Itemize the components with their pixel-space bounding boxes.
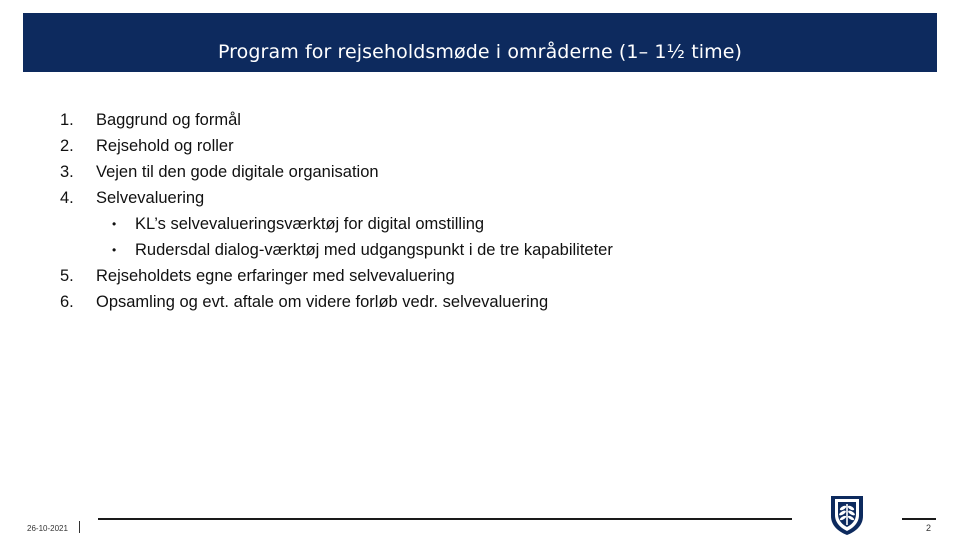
page-number: 2 — [926, 523, 932, 533]
agenda-item-number: 5. — [60, 267, 74, 285]
agenda-item-number: 1. — [60, 111, 74, 129]
bullet-icon: • — [112, 243, 117, 257]
slide-title: Program for rejseholdsmøde i områderne (1– 1½ time) — [217, 40, 743, 63]
footer-divider — [98, 518, 792, 520]
agenda-subitem-text: Rudersdal dialog-værktøj med udgangspunkt i de tre kapabiliteter — [135, 241, 613, 259]
municipal-crest-icon — [829, 494, 865, 536]
agenda-item-text: Baggrund og formål — [96, 111, 241, 129]
agenda-subitem-text: KL’s selvevalueringsværktøj for digital omstilling — [135, 215, 485, 233]
agenda-item-number: 2. — [60, 137, 74, 155]
agenda-item-text: Rejsehold og roller — [96, 137, 234, 155]
agenda-item-number: 3. — [60, 163, 74, 181]
agenda-item-number: 6. — [60, 293, 74, 311]
agenda-item-text: Rejseholdets egne erfaringer med selvevaluering — [96, 267, 455, 285]
footer-separator — [79, 521, 80, 533]
footer-divider-right — [902, 518, 936, 520]
agenda-item-text: Vejen til den gode digitale organisation — [96, 163, 379, 181]
title-bar — [23, 13, 937, 72]
bullet-icon: • — [112, 217, 117, 231]
agenda-item-text: Opsamling og evt. aftale om videre forløb vedr. selvevaluering — [96, 293, 549, 311]
agenda-item-number: 4. — [60, 189, 74, 207]
footer-date: 26-10-2021 — [27, 524, 68, 533]
agenda-item-text: Selvevaluering — [96, 189, 205, 207]
